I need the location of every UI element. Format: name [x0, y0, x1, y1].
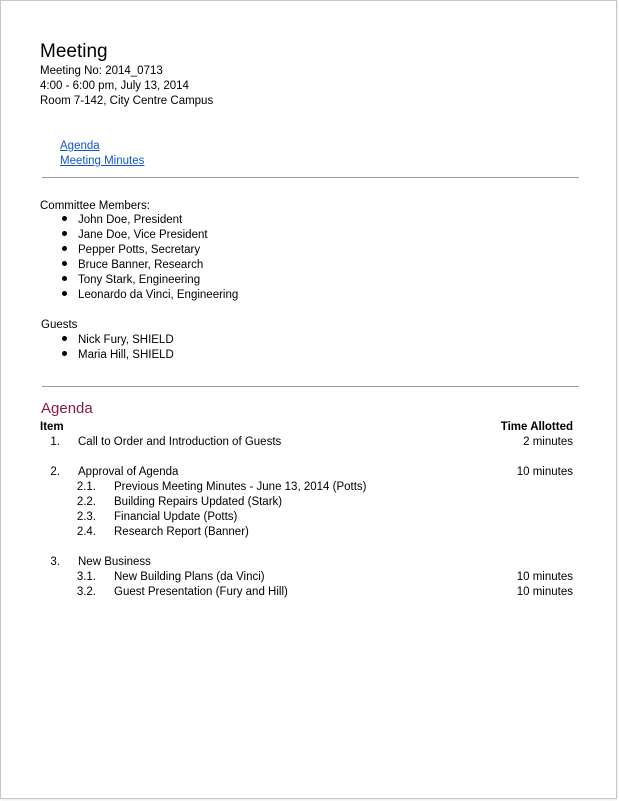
bullet-icon	[62, 231, 67, 236]
agenda-item-text: New Business	[78, 556, 151, 568]
page-title: Meeting	[40, 41, 108, 62]
divider-top	[42, 177, 579, 178]
list-item: Maria Hill, SHIELD	[78, 349, 174, 361]
bullet-icon	[62, 351, 67, 356]
agenda-subitem-number: 2.1.	[76, 481, 96, 493]
agenda-item-number: 1.	[50, 436, 60, 448]
agenda-item-number: 2.	[50, 466, 60, 478]
list-item: Nick Fury, SHIELD	[78, 334, 174, 346]
list-item: Leonardo da Vinci, Engineering	[78, 289, 239, 301]
bullet-icon	[62, 276, 67, 281]
meeting-number: Meeting No: 2014_0713	[40, 65, 163, 77]
agenda-subitem-text: Guest Presentation (Fury and Hill)	[114, 586, 288, 598]
column-header-item: Item	[40, 421, 64, 433]
bullet-icon	[62, 291, 67, 296]
meeting-location: Room 7-142, City Centre Campus	[40, 95, 214, 107]
agenda-subitem-text: Previous Meeting Minutes - June 13, 2014 (Potts)	[114, 481, 367, 493]
list-item: John Doe, President	[78, 214, 183, 226]
agenda-item-time: 10 minutes	[516, 586, 573, 598]
agenda-link[interactable]: Agenda	[60, 140, 100, 152]
agenda-subitem-number: 2.3.	[76, 511, 96, 523]
agenda-item-time: 10 minutes	[516, 466, 573, 478]
agenda-heading: Agenda	[41, 400, 93, 417]
agenda-subitem-text: Research Report (Banner)	[114, 526, 249, 538]
list-item: Tony Stark, Engineering	[78, 274, 201, 286]
divider-bottom	[42, 386, 579, 387]
agenda-subitem-text: Building Repairs Updated (Stark)	[114, 496, 283, 508]
agenda-item-time: 10 minutes	[516, 571, 573, 583]
agenda-item-text: Call to Order and Introduction of Guests	[78, 436, 282, 448]
agenda-subitem-number: 3.2.	[76, 586, 96, 598]
guests-heading: Guests	[41, 319, 78, 331]
committee-heading: Committee Members:	[40, 200, 150, 212]
list-item: Pepper Potts, Secretary	[78, 244, 201, 256]
meeting-datetime: 4:00 - 6:00 pm, July 13, 2014	[40, 80, 189, 92]
bullet-icon	[62, 216, 67, 221]
agenda-subitem-number: 3.1.	[76, 571, 96, 583]
list-item: Bruce Banner, Research	[78, 259, 204, 271]
agenda-item-number: 3.	[50, 556, 60, 568]
agenda-subitem-number: 2.2.	[76, 496, 96, 508]
agenda-item-text: Approval of Agenda	[78, 466, 179, 478]
agenda-subitem-number: 2.4.	[76, 526, 96, 538]
bullet-icon	[62, 336, 67, 341]
column-header-time: Time Allotted	[500, 421, 573, 433]
agenda-item-time: 2 minutes	[523, 436, 573, 448]
list-item: Jane Doe, Vice President	[78, 229, 208, 241]
agenda-subitem-text: Financial Update (Potts)	[114, 511, 238, 523]
bullet-icon	[62, 261, 67, 266]
agenda-subitem-text: New Building Plans (da Vinci)	[114, 571, 265, 583]
bullet-icon	[62, 246, 67, 251]
meeting-minutes-link[interactable]: Meeting Minutes	[60, 155, 145, 167]
